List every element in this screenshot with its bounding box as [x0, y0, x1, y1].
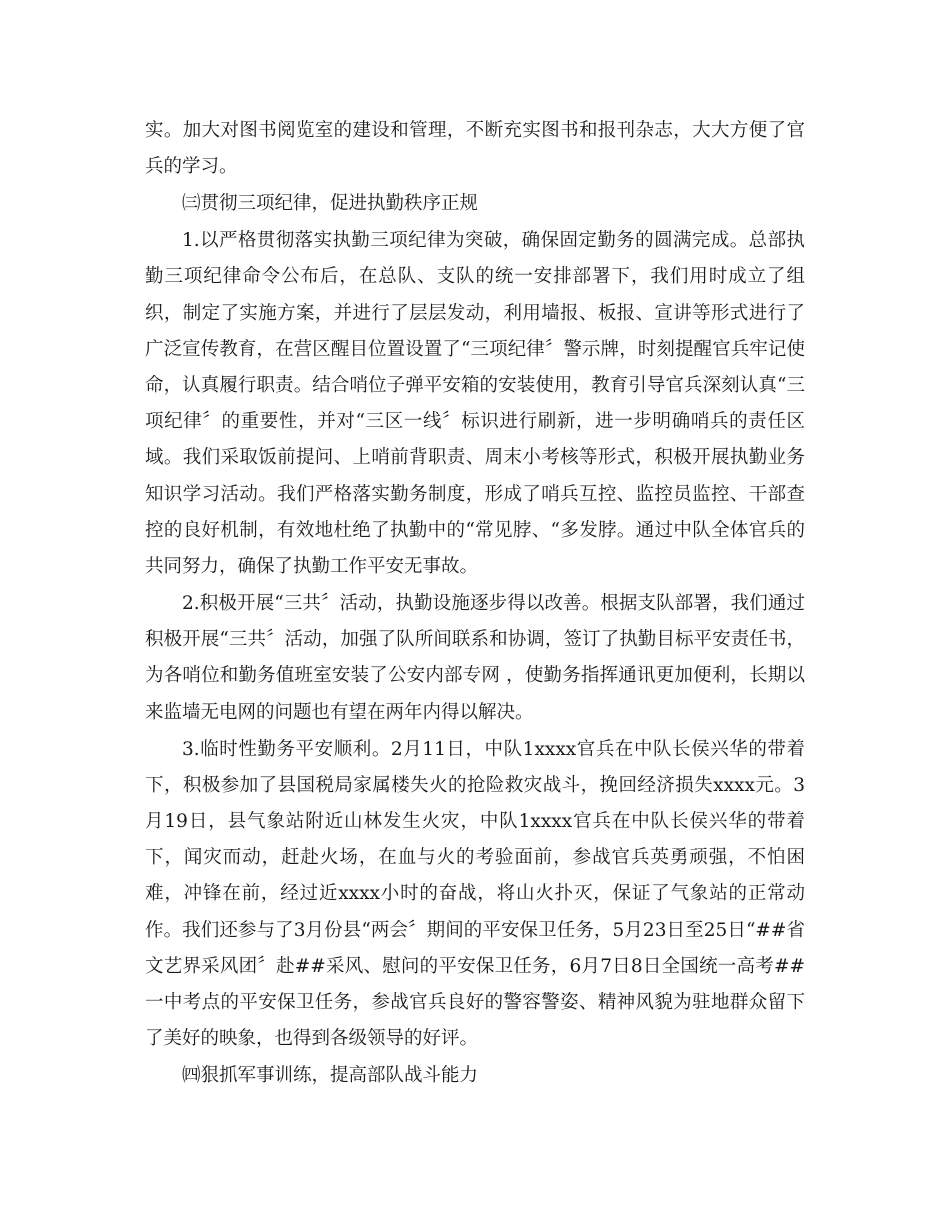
- section-heading-military-training: ㈣狠抓军事训练，提高部队战斗能力: [182, 1065, 479, 1087]
- section-heading-three-disciplines: ㈢贯彻三项纪律，促进执勤秩序正规: [182, 193, 479, 215]
- document-body: [145, 113, 805, 1095]
- paragraph-item-2: 2.积极开展“三共〞活动，执勤设施逐步得以改善。根据支队部署，我们通过积极开展“三共〞活动，加强了队所间联系和协调，签订了执勤目标平安责任书，为各哨位和勤务值班室安装了公安内部专网 ，使勤务指挥通讯更加便利，长期以来监墙无电网的问题也有望在两年内得以解决。: [145, 593, 805, 723]
- paragraph-continuation: 实。加大对图书阅览室的建设和管理，不断充实图书和报刊杂志，大大方便了官兵的学习。: [145, 120, 805, 178]
- paragraph-item-1: 1.以严格贯彻落实执勤三项纪律为突破，确保固定勤务的圆满完成。总部执勤三项纪律命令公布后，在总队、支队的统一安排部署下，我们用时成立了组织，制定了实施方案，并进行了层层发动，利用墙报、板报、宣讲等形式进行了广泛宣传教育，在营区醒目位置设置了“三项纪律〞警示牌，时刻提醒官兵牢记使命，认真履行职责。结合哨位子弹平安箱的安装使用，教育引导官兵深刻认真“三项纪律〞的重要性，并对“三区一线〞标识进行刷新，进一步明确哨兵的责任区域。我们采取饭前提问、上哨前背职责、周末小考核等形式，积极开展执勤业务知识学习活动。我们严格落实勤务制度，形成了哨兵互控、监控员监控、干部查控的良好机制，有效地杜绝了执勤中的“常见脖、“多发脖。通过中队全体官兵的共同努力，确保了执勤工作平安无事故。: [145, 230, 805, 578]
- paragraph-item-3: 3.临时性勤务平安顺利。2月11日，中队1xxxx官兵在中队长侯兴华的带着下，积极参加了县国税局家属楼失火的抢险救灾战斗，挽回经济损失xxxx元。3月19日，县气象站附近山林发生火灾，中队1xxxx官兵在中队长侯兴华的带着下，闻灾而动，赶赴火场，在血与火的考验面前，参战官兵英勇顽强，不怕困难，冲锋在前，经过近xxxx小时的奋战，将山火扑灭，保证了气象站的正常动作。我们还参与了3月份县“两会〞期间的平安保卫任务，5月23日至25日“##省文艺界采风团〞赴##采风、慰问的平安保卫任务，6月7日8日全国统一高考##一中考点的平安保卫任务，参战官兵良好的警容警姿、精神风貌为驻地群众留下了美好的映象，也得到各级领导的好评。: [145, 738, 805, 1050]
